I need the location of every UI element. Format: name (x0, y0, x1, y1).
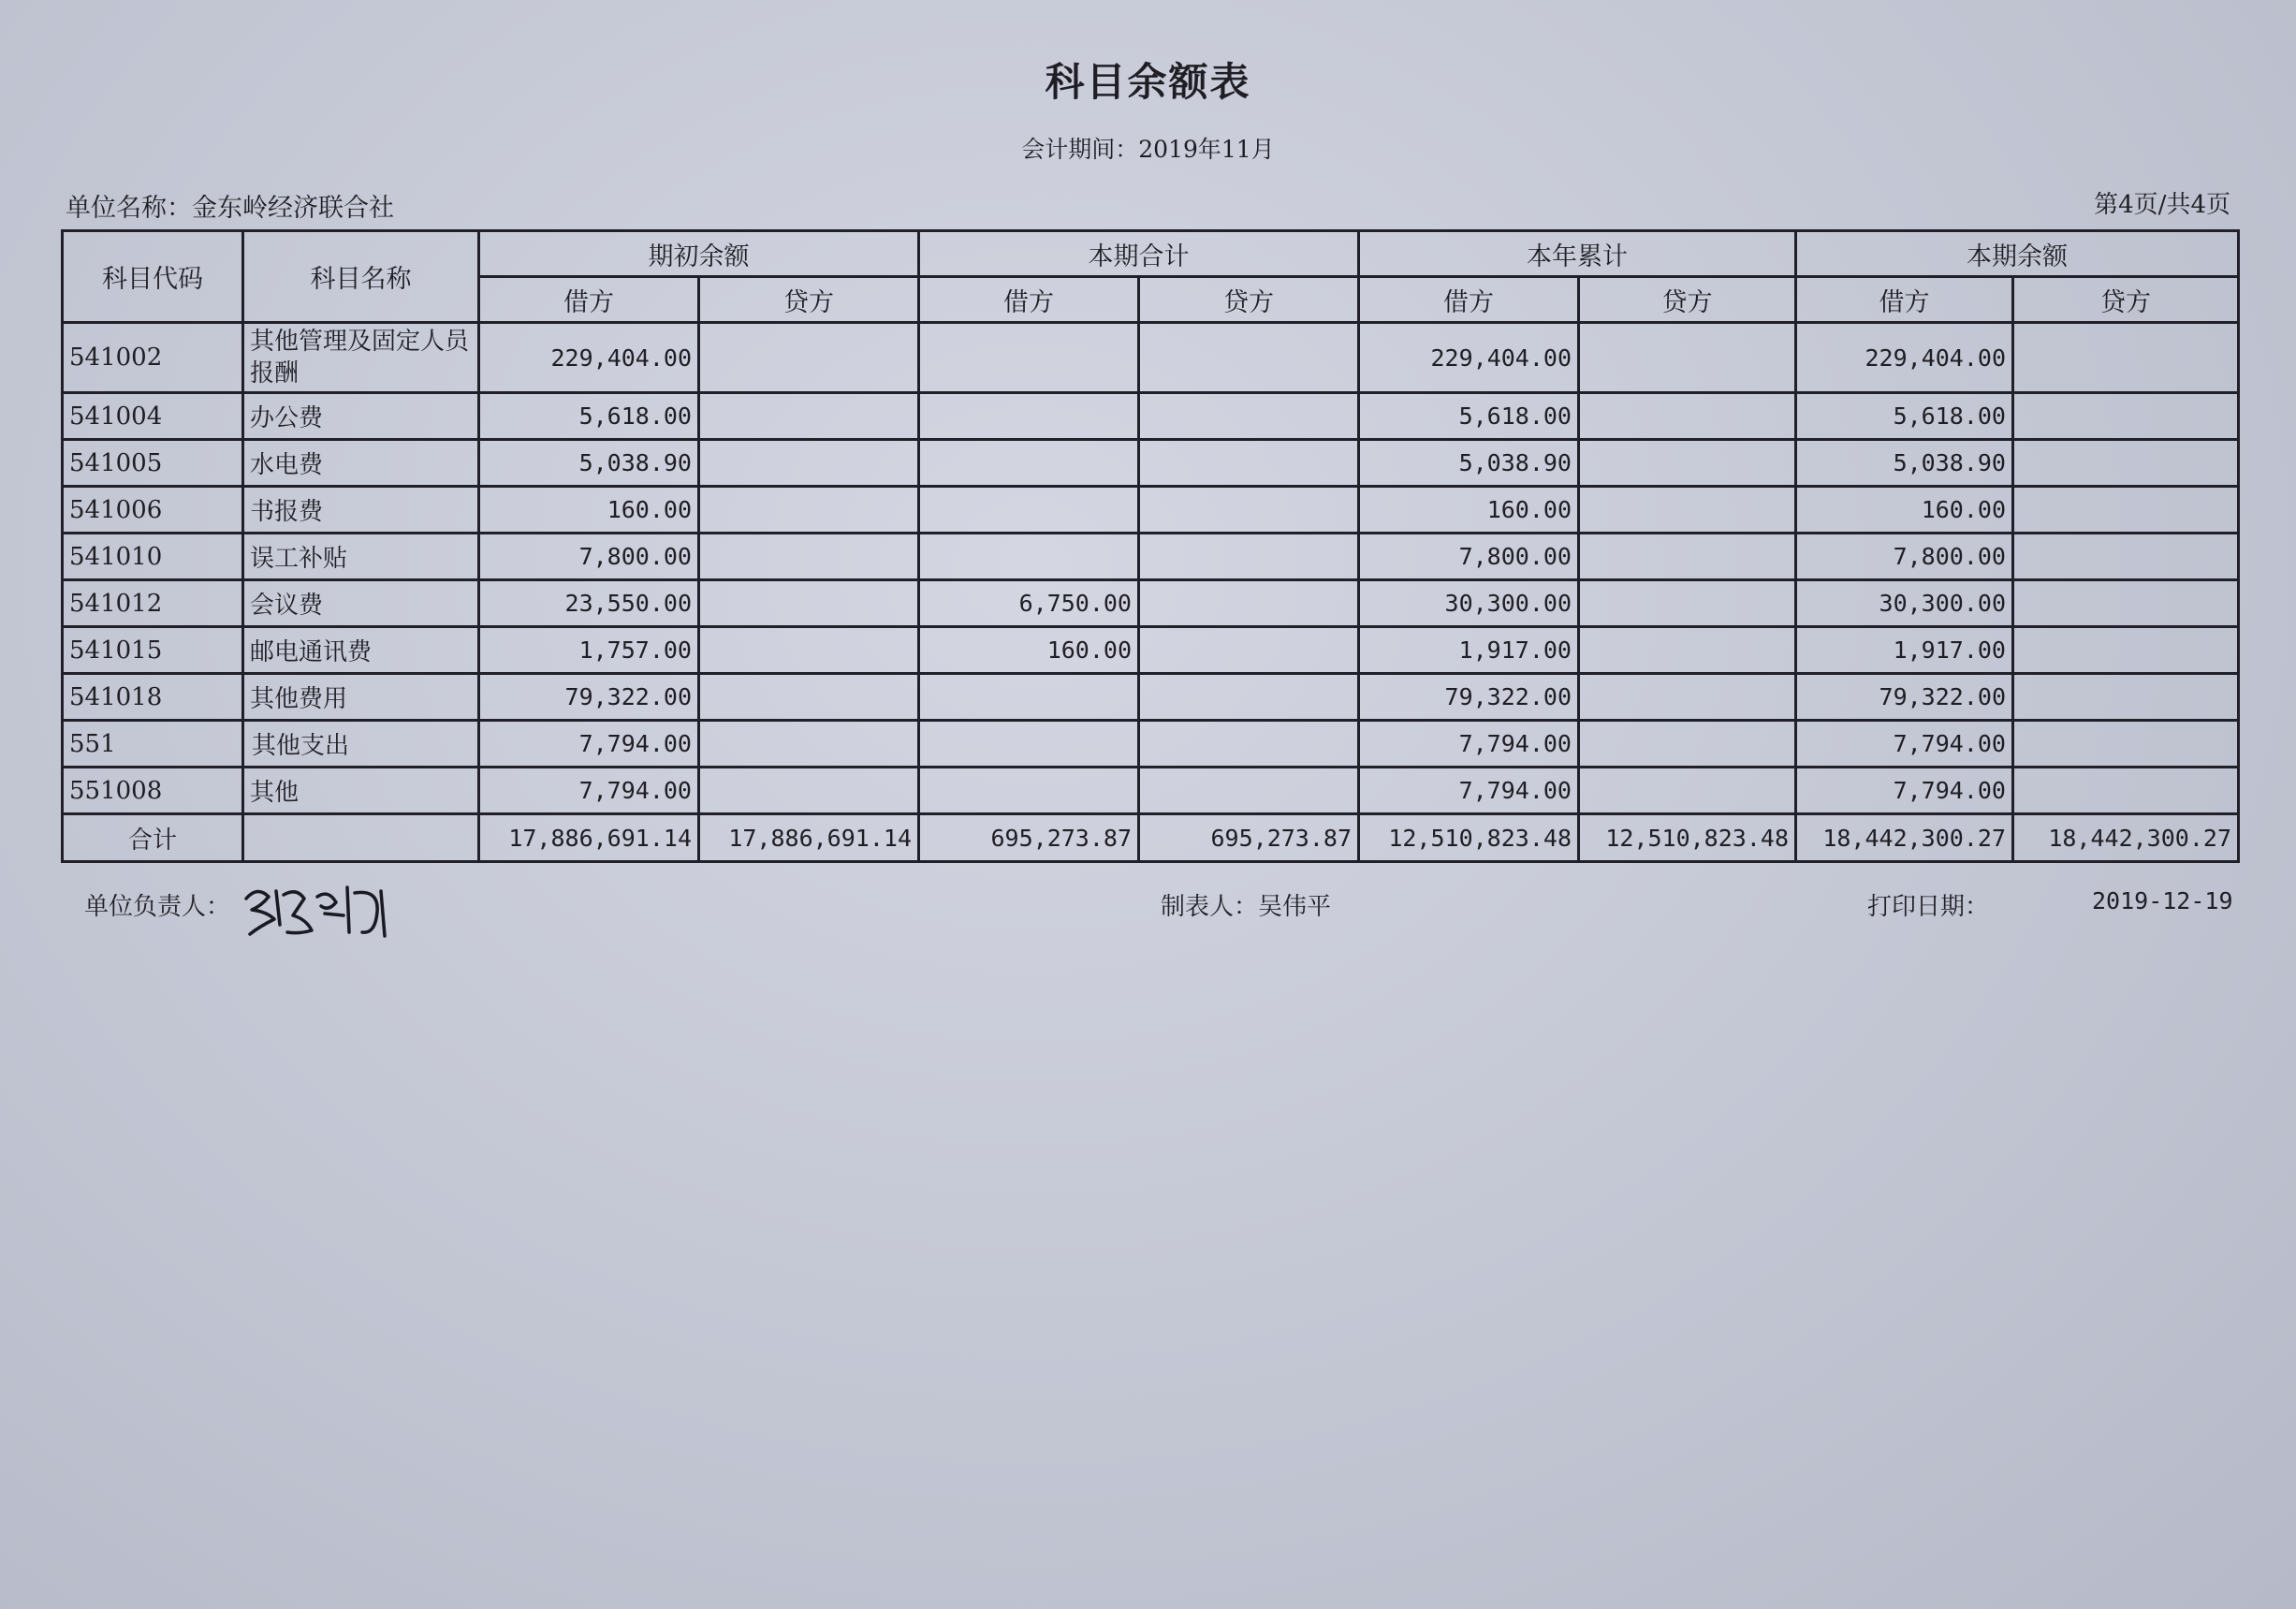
table-row (63, 323, 2239, 393)
period-credit (1139, 580, 1359, 627)
year-debit: 7,794.00 (1359, 768, 1579, 814)
header-opening-balance: 期初余额 (479, 231, 919, 277)
closing-credit (2013, 393, 2239, 440)
closing-debit: 79,322.00 (1796, 674, 2013, 721)
header-debit: 借方 (919, 277, 1139, 323)
table-row (63, 487, 2239, 534)
closing-debit: 160.00 (1796, 487, 2013, 534)
period-debit (919, 721, 1139, 768)
total-opening-credit: 17,886,691.14 (699, 814, 919, 862)
opening-debit: 7,794.00 (479, 721, 699, 768)
year-debit: 5,618.00 (1359, 393, 1579, 440)
year-credit (1579, 487, 1796, 534)
account-name: 其他支出 (243, 721, 479, 768)
year-debit: 1,917.00 (1359, 627, 1579, 674)
closing-credit (2013, 674, 2239, 721)
account-name: 其他管理及固定人员报酬 (243, 323, 479, 393)
header-name: 科目名称 (243, 231, 479, 323)
header-credit: 贷方 (1579, 277, 1796, 323)
period-debit (919, 487, 1139, 534)
table-row (63, 768, 2239, 814)
account-code: 541005 (63, 440, 243, 487)
account-name: 邮电通讯费 (243, 627, 479, 674)
closing-credit (2013, 323, 2239, 393)
closing-credit (2013, 580, 2239, 627)
opening-credit (699, 674, 919, 721)
supervisor-label: 单位负责人： (84, 893, 231, 921)
period-debit (919, 768, 1139, 814)
period-credit (1139, 534, 1359, 580)
preparer: 制表人：吴伟平 (1161, 893, 1332, 921)
report-title: 科目余额表 (1045, 59, 1251, 105)
total-year-debit: 12,510,823.48 (1359, 814, 1579, 862)
total-row (63, 814, 2239, 862)
opening-credit (699, 487, 919, 534)
account-code: 541006 (63, 487, 243, 534)
table-row (63, 721, 2239, 768)
closing-debit: 7,800.00 (1796, 534, 2013, 580)
year-debit: 30,300.00 (1359, 580, 1579, 627)
header-year-cumulative: 本年累计 (1359, 231, 1796, 277)
year-debit: 7,794.00 (1359, 721, 1579, 768)
opening-debit: 79,322.00 (479, 674, 699, 721)
closing-debit: 229,404.00 (1796, 323, 2013, 393)
total-closing-debit: 18,442,300.27 (1796, 814, 2013, 862)
account-name: 书报费 (243, 487, 479, 534)
opening-debit: 5,618.00 (479, 393, 699, 440)
total-closing-credit: 18,442,300.27 (2013, 814, 2239, 862)
opening-debit: 23,550.00 (479, 580, 699, 627)
account-code: 551 (63, 721, 243, 768)
header-period-total: 本期合计 (919, 231, 1359, 277)
closing-debit: 5,618.00 (1796, 393, 2013, 440)
header-credit: 贷方 (699, 277, 919, 323)
table-row (63, 627, 2239, 674)
header-credit: 贷方 (2013, 277, 2239, 323)
page-indicator: 第4页/共4页 (2094, 191, 2230, 219)
account-name: 误工补贴 (243, 534, 479, 580)
period-debit (919, 440, 1139, 487)
account-name: 水电费 (243, 440, 479, 487)
period-debit: 160.00 (919, 627, 1139, 674)
opening-debit: 160.00 (479, 487, 699, 534)
opening-debit: 1,757.00 (479, 627, 699, 674)
table-row (63, 440, 2239, 487)
closing-credit (2013, 627, 2239, 674)
year-credit (1579, 674, 1796, 721)
year-credit (1579, 534, 1796, 580)
account-code: 541018 (63, 674, 243, 721)
table-row (63, 393, 2239, 440)
period-credit (1139, 393, 1359, 440)
account-name: 其他费用 (243, 674, 479, 721)
year-credit (1579, 580, 1796, 627)
account-code: 541002 (63, 323, 243, 393)
account-code: 541010 (63, 534, 243, 580)
closing-debit: 1,917.00 (1796, 627, 2013, 674)
period-debit (919, 674, 1139, 721)
closing-credit (2013, 768, 2239, 814)
closing-debit: 7,794.00 (1796, 768, 2013, 814)
header-debit: 借方 (1796, 277, 2013, 323)
total-period-credit: 695,273.87 (1139, 814, 1359, 862)
closing-debit: 30,300.00 (1796, 580, 2013, 627)
account-name: 办公费 (243, 393, 479, 440)
print-date-label: 打印日期： (1867, 893, 1990, 921)
opening-credit (699, 627, 919, 674)
opening-debit: 5,038.90 (479, 440, 699, 487)
header-closing-balance: 本期余额 (1796, 231, 2239, 277)
total-opening-debit: 17,886,691.14 (479, 814, 699, 862)
header-debit: 借方 (479, 277, 699, 323)
period-credit (1139, 627, 1359, 674)
year-credit (1579, 440, 1796, 487)
total-year-credit: 12,510,823.48 (1579, 814, 1796, 862)
year-credit (1579, 393, 1796, 440)
opening-credit (699, 440, 919, 487)
closing-credit (2013, 534, 2239, 580)
table-row (63, 674, 2239, 721)
opening-debit: 7,800.00 (479, 534, 699, 580)
table-row (63, 534, 2239, 580)
account-code: 541012 (63, 580, 243, 627)
year-credit (1579, 323, 1796, 393)
opening-credit (699, 721, 919, 768)
account-code: 551008 (63, 768, 243, 814)
accounting-period: 会计期间：2019年11月 (1021, 136, 1275, 163)
period-credit (1139, 768, 1359, 814)
period-credit (1139, 487, 1359, 534)
total-label: 合计 (63, 814, 243, 862)
period-debit: 6,750.00 (919, 580, 1139, 627)
header-credit: 贷方 (1139, 277, 1359, 323)
header-debit: 借方 (1359, 277, 1579, 323)
year-debit: 229,404.00 (1359, 323, 1579, 393)
account-code: 541004 (63, 393, 243, 440)
opening-credit (699, 323, 919, 393)
account-name: 会议费 (243, 580, 479, 627)
period-credit (1139, 323, 1359, 393)
print-date: 2019-12-19 (2092, 887, 2233, 914)
opening-credit (699, 768, 919, 814)
year-credit (1579, 627, 1796, 674)
period-debit (919, 534, 1139, 580)
closing-credit (2013, 487, 2239, 534)
closing-credit (2013, 440, 2239, 487)
opening-credit (699, 534, 919, 580)
period-credit (1139, 721, 1359, 768)
year-debit: 160.00 (1359, 487, 1579, 534)
period-credit (1139, 674, 1359, 721)
opening-debit: 229,404.00 (479, 323, 699, 393)
year-debit: 79,322.00 (1359, 674, 1579, 721)
total-name-empty (243, 814, 479, 862)
closing-debit: 7,794.00 (1796, 721, 2013, 768)
closing-credit (2013, 721, 2239, 768)
account-code: 541015 (63, 627, 243, 674)
year-credit (1579, 768, 1796, 814)
account-name: 其他 (243, 768, 479, 814)
opening-credit (699, 580, 919, 627)
balance-table (61, 229, 2240, 863)
handwritten-signature (239, 878, 407, 943)
year-debit: 5,038.90 (1359, 440, 1579, 487)
opening-credit (699, 393, 919, 440)
header-code: 科目代码 (63, 231, 243, 323)
period-credit (1139, 440, 1359, 487)
year-credit (1579, 721, 1796, 768)
unit-name: 单位名称：金东岭经济联合社 (66, 194, 394, 223)
total-period-debit: 695,273.87 (919, 814, 1139, 862)
closing-debit: 5,038.90 (1796, 440, 2013, 487)
year-debit: 7,800.00 (1359, 534, 1579, 580)
opening-debit: 7,794.00 (479, 768, 699, 814)
period-debit (919, 323, 1139, 393)
table-row (63, 580, 2239, 627)
period-debit (919, 393, 1139, 440)
